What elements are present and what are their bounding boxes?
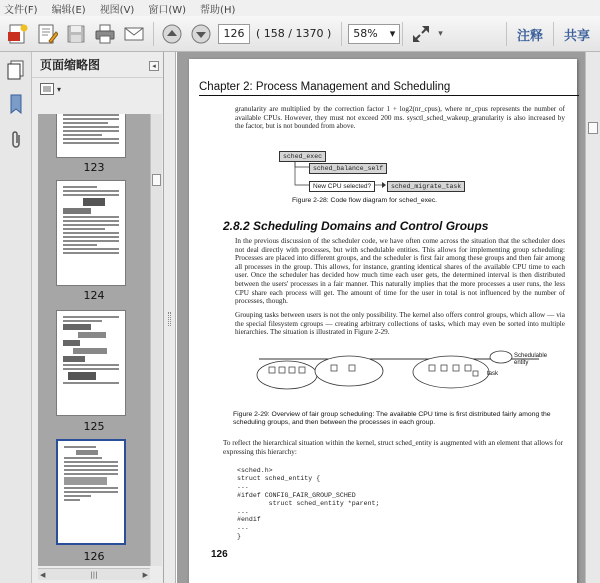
fig-box-decision: New CPU selected? <box>309 181 375 192</box>
share-button[interactable]: 共享 <box>563 28 590 44</box>
paperclip-icon <box>7 130 25 150</box>
menu-bar <box>0 0 600 16</box>
scrollbar-thumb[interactable] <box>588 122 598 134</box>
thumbnail-scrollbar[interactable] <box>150 114 162 566</box>
legend-task: task <box>487 371 499 377</box>
create-pdf-icon <box>7 23 29 45</box>
chevron-down-icon: ▾ <box>57 84 62 94</box>
figure-2-29-caption: Figure 2-29: Overview of fair group scheduling: The available CPU time is first distributed fairly among the scheduling groups, and then between the processes in each group. <box>233 411 551 426</box>
section-paragraph-1: In the previous discussion of the scheduler code, we have often come across the situation that the scheduler does not deal directly with processes, but with schedulable entities. This allows for implementing group scheduling: Processes are placed into different groups, and the scheduler is first fair among these groups and then fair among all processes in the group. This allows, for instance, granting identical shares of the available CPU time to each user. Once the scheduler has decided how much time each user gets, the determined interval is then distributed between the users' processes in a fair manner. This naturally implies that the more processes a user runs, the less CPU share each process will get. The amount of time for the user in total is not influenced by the number of processes, though. <box>235 237 565 306</box>
page-number-input[interactable]: 126 <box>218 24 250 44</box>
edit-document-icon <box>36 23 58 45</box>
print-button[interactable] <box>93 22 117 46</box>
toolbar-separator <box>341 22 342 46</box>
scroll-grip-icon[interactable]: ||| <box>90 570 98 579</box>
panel-title: 页面缩略图 <box>32 52 163 78</box>
page-count: ( 158 / 1370 ) <box>256 27 332 40</box>
printer-icon <box>94 23 116 45</box>
navigation-rail <box>0 52 32 583</box>
section-heading: 2.8.2 Scheduling Domains and Control Groups <box>223 219 489 233</box>
splitter-grip[interactable] <box>168 312 171 326</box>
intro-paragraph: granularity are multiplied by the correction factor 1 + log2(nr_cpus), where nr_cpus represents the number of available CPUs. However, they must not exceed 200 ms. sysctl_sched_wakeup_granularity is also increased by the factor, but is not bounded from above. <box>235 105 565 131</box>
envelope-icon <box>123 23 145 45</box>
fig-box-balance-self: sched_balance_self <box>309 163 387 174</box>
chevron-down-icon: ▾ <box>389 27 396 40</box>
toolbar-separator <box>402 22 403 46</box>
panel-options-button[interactable] <box>32 78 163 100</box>
save-button[interactable] <box>64 22 88 46</box>
document-scrollbar[interactable] <box>585 52 600 583</box>
menu-edit[interactable]: 编辑(E) <box>51 4 86 16</box>
thumbnail-page-124[interactable] <box>56 180 126 286</box>
fit-options-chevron-icon[interactable]: ▾ <box>438 28 443 39</box>
list-options-icon <box>40 83 54 95</box>
menu-view[interactable]: 视图(V) <box>99 4 135 16</box>
thumbnail-horizontal-scrollbar[interactable] <box>38 568 150 580</box>
thumbnail-page-126-current[interactable] <box>56 439 126 545</box>
menu-window[interactable]: 窗口(W) <box>148 4 187 16</box>
legend-schedulable-entity: Schedulable entity <box>514 353 548 366</box>
menu-file[interactable]: 文件(F) <box>4 4 38 16</box>
toolbar-right <box>506 16 600 52</box>
section-paragraph-3: To reflect the hierarchical situation within the kernel, struct sched_entity is augmented with an element that allows for expressing this hierarchy: <box>223 439 563 456</box>
thumbnail-page-123[interactable] <box>56 114 126 158</box>
code-listing: <sched.h> struct sched_entity { ... #ifdef CONFIG_FAIR_GROUP_SCHED struct sched_entity *parent; ... #endif ... } <box>237 467 380 540</box>
arrow-down-icon <box>190 23 212 45</box>
comment-button[interactable]: 注释 <box>516 28 543 44</box>
attachments-button[interactable] <box>6 130 26 150</box>
thumbnail-page-125[interactable] <box>56 310 126 416</box>
toolbar-separator <box>153 22 154 46</box>
bookmarks-button[interactable] <box>6 94 26 114</box>
expand-arrows-icon <box>410 23 432 45</box>
save-icon <box>65 23 87 45</box>
edit-document-button[interactable] <box>35 22 59 46</box>
zoom-select[interactable] <box>348 24 400 44</box>
previous-page-button[interactable] <box>160 22 184 46</box>
thumbnail-label: 125 <box>83 420 105 433</box>
thumbnail-list <box>38 114 150 566</box>
page-number: 126 <box>211 549 228 560</box>
section-paragraph-2: Grouping tasks between users is not the only possibility. The kernel also offers control groups, which allow — via the special filesystem cgroups — creating arbitrary collections of tasks, which may even be sorted into multiple hierarchies. The situation is illustrated in Figure 2-29. <box>235 311 565 337</box>
email-button[interactable] <box>122 22 146 46</box>
collapse-panel-icon[interactable]: ◂ <box>149 61 159 71</box>
fit-page-button[interactable] <box>409 22 433 46</box>
bookmark-icon <box>7 94 25 114</box>
thumbnail-label: 123 <box>83 161 105 174</box>
running-head: Chapter 2: Process Management and Scheduling <box>199 81 579 96</box>
menu-help[interactable]: 帮助(H) <box>200 4 236 16</box>
pages-icon <box>7 60 25 80</box>
scrollbar-thumb[interactable] <box>152 174 161 186</box>
create-pdf-button[interactable] <box>6 22 30 46</box>
pdf-page <box>189 59 577 583</box>
document-view <box>177 52 585 583</box>
zoom-value: 58% <box>353 27 378 40</box>
fig-box-sched-exec: sched_exec <box>279 151 326 162</box>
page-thumbnails-button[interactable] <box>6 60 26 80</box>
scroll-right-icon[interactable]: ▶ <box>142 570 148 579</box>
thumbnail-label: 126 <box>83 550 105 563</box>
fig-box-migrate-task: sched_migrate_task <box>387 181 465 192</box>
toolbar <box>0 16 600 52</box>
panel-splitter[interactable] <box>164 52 176 583</box>
thumbnail-label: 124 <box>83 289 105 302</box>
figure-2-28-caption: Figure 2-28: Code flow diagram for sched_exec. <box>292 197 438 204</box>
next-page-button[interactable] <box>189 22 213 46</box>
scroll-left-icon[interactable]: ◀ <box>40 570 46 579</box>
arrow-up-icon <box>161 23 183 45</box>
